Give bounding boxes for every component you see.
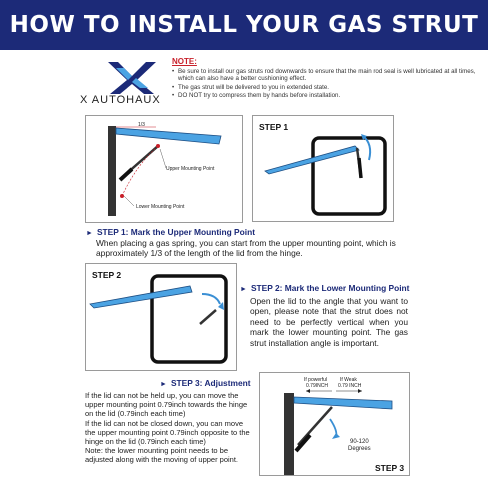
step2-heading bbox=[240, 283, 409, 293]
brand-name: X AUTOHAUX bbox=[80, 94, 161, 106]
note-item: • Be sure to install our gas struts rod downwards to ensure that the main rod seal is well lubricated at all times, which can also have a better cushioning effect. bbox=[172, 68, 477, 83]
fraction-label: 1/3 bbox=[138, 122, 145, 128]
arrow-right-icon: ► bbox=[160, 381, 167, 388]
angle-unit-label: Degrees bbox=[348, 446, 371, 452]
arrow-right-icon: ► bbox=[240, 286, 247, 293]
upper-mounting-point-label: Upper Mounting Point bbox=[166, 166, 215, 172]
title-banner bbox=[0, 0, 488, 50]
step2-panel-label: STEP 2 bbox=[92, 270, 122, 280]
lower-mounting-point-label: Lower Mounting Point bbox=[136, 204, 185, 210]
step2-diagram bbox=[85, 263, 237, 371]
page-title: HOW TO INSTALL YOUR GAS STRUT bbox=[9, 12, 479, 38]
if-powerful-label: If powerful bbox=[304, 377, 328, 383]
step1-diagram bbox=[252, 115, 394, 222]
step1-heading bbox=[86, 227, 255, 237]
if-powerful-value: 0.79INCH bbox=[306, 383, 328, 389]
x-logo-icon bbox=[102, 60, 162, 96]
if-weak-label: If Weak bbox=[340, 377, 357, 383]
note-title: NOTE: bbox=[172, 57, 197, 66]
brand-logo bbox=[80, 60, 180, 112]
step1-panel-label: STEP 1 bbox=[259, 122, 289, 132]
step3-panel-label: STEP 3 bbox=[375, 463, 405, 473]
step1-heading-text: STEP 1: Mark the Upper Mounting Point bbox=[96, 227, 255, 237]
angle-range-label: 90-120 bbox=[350, 439, 369, 445]
step2-description: Open the lid to the angle that you want to open, please note that the strut does not need to be perfectly vertical when you mark the lower mounting point. The gas strut installation angle is important. bbox=[250, 296, 408, 348]
mounting-points-diagram bbox=[85, 115, 243, 223]
step1-description: When placing a gas spring, you can start from the upper mounting point, which is approximately 1/3 of the length of the lid from the hinge. bbox=[96, 238, 396, 259]
step3-text-lid-not-held: If the lid can not be held up, you can move the upper mounting point 0.79inch towards the hinge on the lid (0.79inch each time) bbox=[85, 391, 248, 419]
note-box bbox=[172, 58, 477, 101]
note-item: • DO NOT try to compress them by hands before installation. bbox=[172, 92, 477, 100]
step3-text-lid-not-closed: If the lid can not be closed down, you can move the upper mounting point 0.79inch opposite to the hinge on the lid (0.79inch each time) bbox=[85, 418, 250, 447]
step3-text-note: Note: the lower mounting point needs to be adjusted along with the moving of upper point. bbox=[85, 446, 239, 465]
step2-heading-text: STEP 2: Mark the Lower Mounting Point bbox=[250, 283, 410, 293]
if-weak-value: 0.79 INCH bbox=[338, 383, 362, 389]
step3-diagram bbox=[259, 372, 410, 476]
arrow-right-icon: ► bbox=[86, 230, 93, 237]
step3-heading bbox=[160, 378, 251, 388]
note-item: • The gas strut will be delivered to you in extended state. bbox=[172, 84, 477, 92]
step3-heading-text: STEP 3: Adjustment bbox=[170, 378, 251, 388]
step3-description bbox=[85, 391, 253, 465]
